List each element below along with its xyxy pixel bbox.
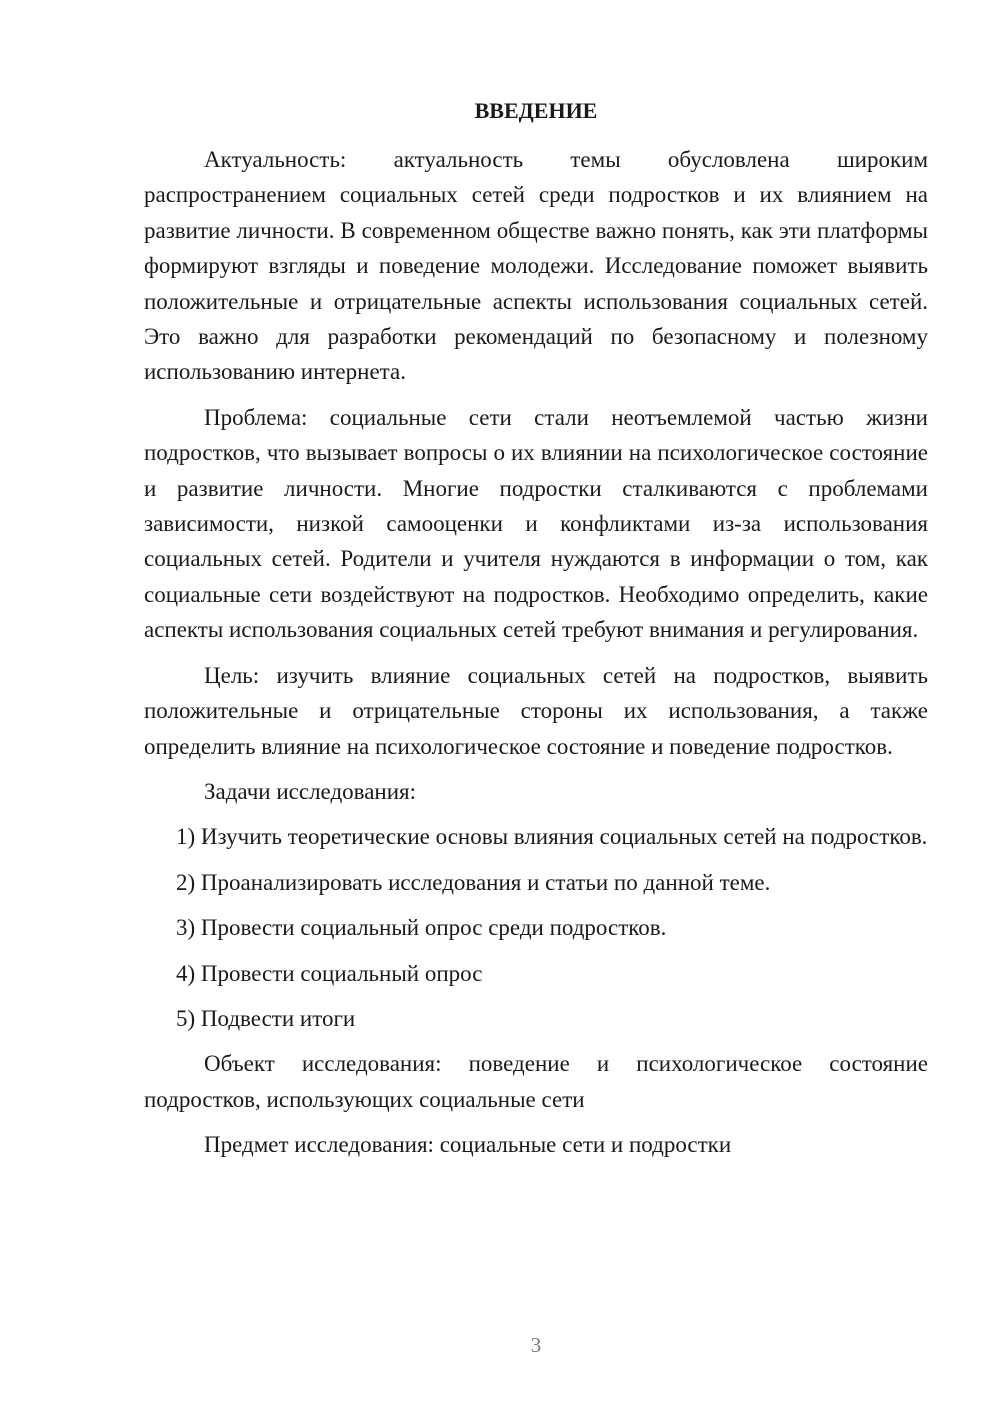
paragraph-object: Объект исследования: поведение и психологическое состояние подростков, использующих социальные сети [144,1051,928,1112]
list-item: 4) Провести социальный опрос [176,960,483,986]
tasks-heading: Задачи исследования: [204,778,417,804]
page-number: 3 [530,1333,542,1357]
paragraph-problem: Проблема: социальные сети стали неотъемлемой частью жизни подростков, что вызывает вопросы о их влиянии на психологическое состояние и развитие личности. Многие подростки сталкиваются с проблемами зависимости, низкой самооценки и конфликтами из-за использования социальных сетей. Родители и учителя нуждаются в информации о том, как социальные сети воздействуют на подростков. Необходимо определить, какие аспекты использования социальных сетей требуют внимания и регулирования. [144,404,928,643]
tasks-list [144,819,928,1036]
list-item: 3) Провести социальный опрос среди подростков. [176,915,667,941]
paragraph-relevance: Актуальность: актуальность темы обусловлена широким распространением социальных сетей среди подростков и их влиянием на развитие личности. В современном обществе важно понять, как эти платформы формируют взгляды и поведение молодежи. Исследование поможет выявить положительные и отрицательные аспекты использования социальных сетей. Это важно для разработки рекомендаций по безопасному и полезному использованию интернета. [144,147,928,385]
list-item: 5) Подвести итоги [176,1005,356,1031]
section-title: ВВЕДЕНИЕ [474,98,598,123]
paragraph-goal: Цель: изучить влияние социальных сетей на подростков, выявить положительные и отрицательные стороны их использования, а также определить влияние на психологическое состояние и поведение подростков. [144,662,928,759]
paragraph-subject: Предмет исследования: социальные сети и подростки [204,1132,732,1158]
page-content [144,96,928,1173]
list-item: 1) Изучить теоретические основы влияния социальных сетей на подростков. [176,824,928,850]
list-item: 2) Проанализировать исследования и статьи по данной теме. [176,869,771,895]
